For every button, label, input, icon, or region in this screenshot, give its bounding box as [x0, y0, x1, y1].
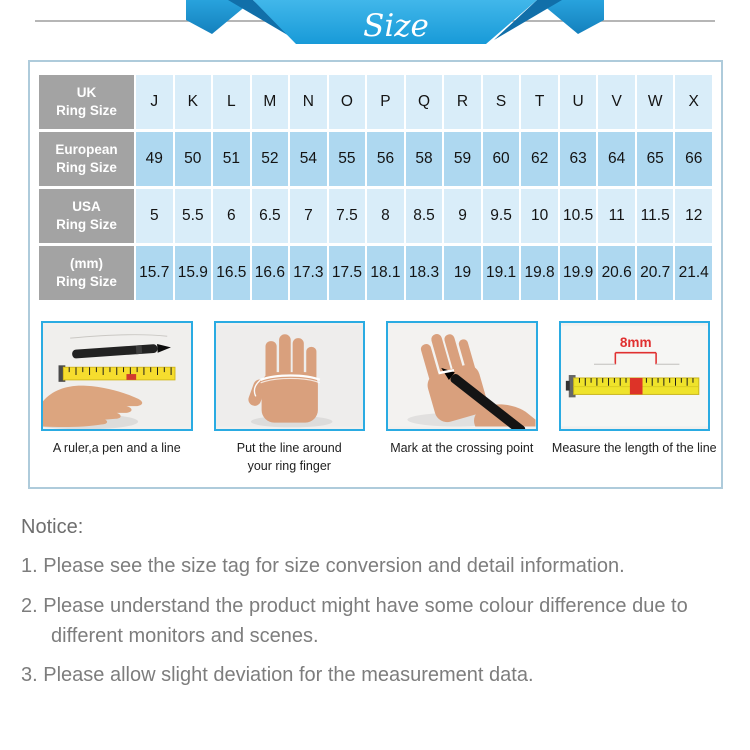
step-photo-1 [41, 321, 193, 431]
size-cell: U [560, 75, 597, 129]
size-cell: 5.5 [175, 189, 212, 243]
row-header-1: European Ring Size [39, 132, 134, 186]
size-cell: 21.4 [675, 246, 712, 300]
size-cell: 18.3 [406, 246, 443, 300]
size-cell: 20.7 [637, 246, 674, 300]
size-cell: 55 [329, 132, 366, 186]
size-cell: J [136, 75, 173, 129]
marking-hands-photo [388, 323, 536, 429]
row-header-0: UK Ring Size [39, 75, 134, 129]
size-cell: 66 [675, 132, 712, 186]
size-chart-panel [28, 60, 723, 489]
notice-item-2: 2. Please understand the product might have some colour difference due to different monitors and scenes. [21, 594, 688, 648]
step-caption-1: A ruler,a pen and a line [52, 441, 181, 455]
size-cell: M [252, 75, 289, 129]
size-cell: 64 [598, 132, 635, 186]
size-cell: 62 [521, 132, 558, 186]
size-cell: 19.1 [483, 246, 520, 300]
ruler-pen-line-photo [43, 323, 191, 429]
size-cell: R [444, 75, 481, 129]
size-cell: 60 [483, 132, 520, 186]
step-line-around-finger [214, 321, 366, 475]
step-photo-2 [214, 321, 366, 431]
size-cell: 59 [444, 132, 481, 186]
size-cell: 63 [560, 132, 597, 186]
size-cell: 49 [136, 132, 173, 186]
notice-item-3: 3. Please allow slight deviation for the measurement data. [21, 664, 534, 687]
size-cell: 19.8 [521, 246, 558, 300]
hand-with-line-photo [216, 323, 364, 429]
size-cell: 54 [290, 132, 327, 186]
size-cell: 6.5 [252, 189, 289, 243]
size-cell: O [329, 75, 366, 129]
size-cell: 19 [444, 246, 481, 300]
size-cell: 65 [637, 132, 674, 186]
size-table [39, 75, 712, 300]
measuring-steps [39, 321, 717, 475]
row-header-2: USA Ring Size [39, 189, 134, 243]
step-photo-4 [559, 321, 711, 431]
size-cell: 10 [521, 189, 558, 243]
size-cell: 19.9 [560, 246, 597, 300]
size-cell: 9.5 [483, 189, 520, 243]
size-banner [0, 0, 750, 48]
notice-list [21, 551, 727, 691]
size-cell: S [483, 75, 520, 129]
notice-item-1: 1. Please see the size tag for size conversion and detail information. [21, 555, 625, 578]
size-cell: 8.5 [406, 189, 443, 243]
size-cell: 15.7 [136, 246, 173, 300]
size-cell: 18.1 [367, 246, 404, 300]
size-cell: 52 [252, 132, 289, 186]
size-cell: 16.6 [252, 246, 289, 300]
size-cell: 10.5 [560, 189, 597, 243]
size-cell: 20.6 [598, 246, 635, 300]
ribbon-banner-graphic [0, 0, 750, 48]
size-cell: 58 [406, 132, 443, 186]
size-cell: T [521, 75, 558, 129]
step-mark-crossing-point [386, 321, 538, 475]
step-caption-3: Mark at the crossing point [390, 441, 534, 455]
size-cell: 6 [213, 189, 250, 243]
size-cell: 51 [213, 132, 250, 186]
tape-measure-photo [561, 323, 709, 429]
size-cell: 7.5 [329, 189, 366, 243]
size-cell: 5 [136, 189, 173, 243]
step-ruler-pen-line [41, 321, 193, 475]
size-cell: 11 [598, 189, 635, 243]
banner-title: Size [363, 8, 429, 44]
size-cell: 9 [444, 189, 481, 243]
size-cell: 12 [675, 189, 712, 243]
notice-heading: Notice: [21, 516, 84, 539]
size-cell: 16.5 [213, 246, 250, 300]
size-cell: 11.5 [637, 189, 674, 243]
size-cell: Q [406, 75, 443, 129]
size-cell: W [637, 75, 674, 129]
size-cell: V [598, 75, 635, 129]
size-cell: P [367, 75, 404, 129]
size-cell: K [175, 75, 212, 129]
step-caption-2: Put the line around your ring finger [236, 441, 342, 474]
size-cell: 15.9 [175, 246, 212, 300]
notice-section [21, 516, 727, 691]
eight-mm-annotation: 8mm [619, 334, 652, 350]
step-measure-length [551, 321, 717, 475]
step-photo-3 [386, 321, 538, 431]
size-cell: 8 [367, 189, 404, 243]
row-header-3: (mm) Ring Size [39, 246, 134, 300]
size-cell: 17.5 [329, 246, 366, 300]
size-cell: 56 [367, 132, 404, 186]
size-cell: 17.3 [290, 246, 327, 300]
size-cell: 50 [175, 132, 212, 186]
size-cell: X [675, 75, 712, 129]
size-cell: N [290, 75, 327, 129]
size-cell: L [213, 75, 250, 129]
size-cell: 7 [290, 189, 327, 243]
step-caption-4: Measure the length of the line [551, 441, 717, 455]
